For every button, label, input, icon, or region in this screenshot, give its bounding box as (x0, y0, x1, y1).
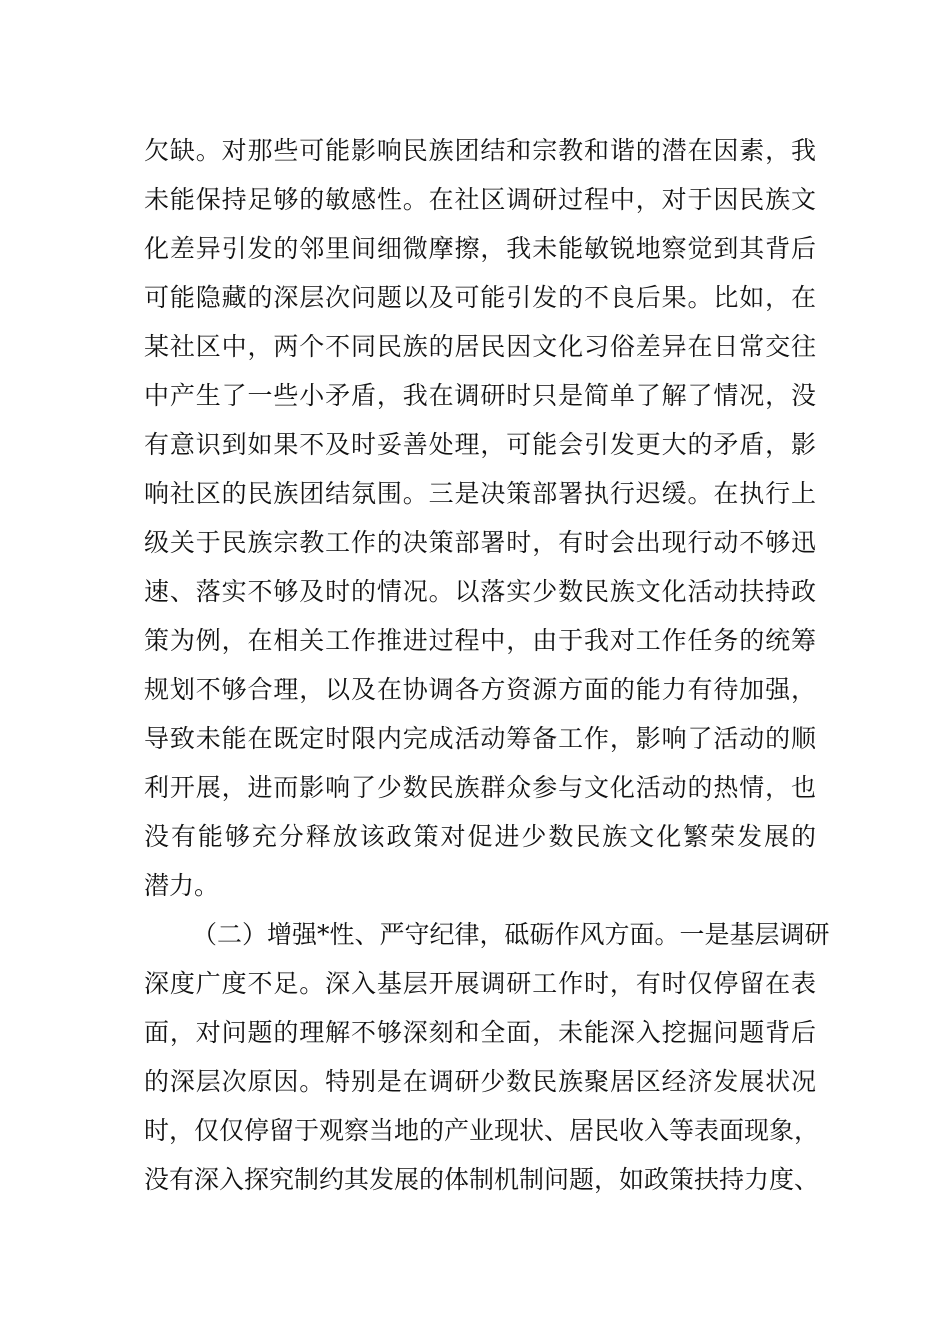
text-line: 没有深入探究制约其发展的体制机制问题，如政策扶持力度、 (144, 1165, 820, 1194)
text-line: 策为例，在相关工作推进过程中，由于我对工作任务的统筹 (144, 626, 816, 655)
text-line: 面，对问题的理解不够深刻和全面，未能深入挖掘问题背后 (144, 1018, 816, 1047)
text-line: 深度广度不足。深入基层开展调研工作时，有时仅停留在表 (144, 969, 816, 998)
body-text (144, 126, 830, 1204)
text-line: 未能保持足够的敏感性。在社区调研过程中，对于因民族文 (144, 185, 816, 214)
text-line: 速、落实不够及时的情况。以落实少数民族文化活动扶持政 (144, 577, 816, 606)
text-line: 中产生了一些小矛盾，我在调研时只是简单了解了情况，没 (144, 381, 816, 410)
text-line: 的深层次原因。特别是在调研少数民族聚居区经济发展状况 (144, 1067, 816, 1096)
text-line: 潜力。 (144, 871, 220, 900)
text-line: 级关于民族宗教工作的决策部署时，有时会出现行动不够迅 (144, 528, 816, 557)
text-line: 响社区的民族团结氛围。三是决策部署执行迟缓。在执行上 (144, 479, 816, 508)
text-line: 规划不够合理，以及在协调各方资源方面的能力有待加强， (144, 675, 816, 704)
text-line: 时，仅仅停留于观察当地的产业现状、居民收入等表面现象， (144, 1116, 820, 1145)
text-line: 没有能够充分释放该政策对促进少数民族文化繁荣发展的 (144, 822, 816, 851)
text-line: 欠缺。对那些可能影响民族团结和宗教和谐的潜在因素，我 (144, 136, 816, 165)
text-line: 可能隐藏的深层次问题以及可能引发的不良后果。比如，在 (144, 283, 816, 312)
text-line: 化差异引发的邻里间细微摩擦，我未能敏锐地察觉到其背后 (144, 234, 816, 263)
text-line: 利开展，进而影响了少数民族群众参与文化活动的热情，也 (144, 773, 816, 802)
text-line: 导致未能在既定时限内完成活动筹备工作，影响了活动的顺 (144, 724, 816, 753)
text-line: 某社区中，两个不同民族的居民因文化习俗差异在日常交往 (144, 332, 816, 361)
section-heading-line: （二）增强*性、严守纪律，砥砺作风方面。一是基层调研 (192, 920, 830, 949)
text-line: 有意识到如果不及时妥善处理，可能会引发更大的矛盾，影 (144, 430, 816, 459)
